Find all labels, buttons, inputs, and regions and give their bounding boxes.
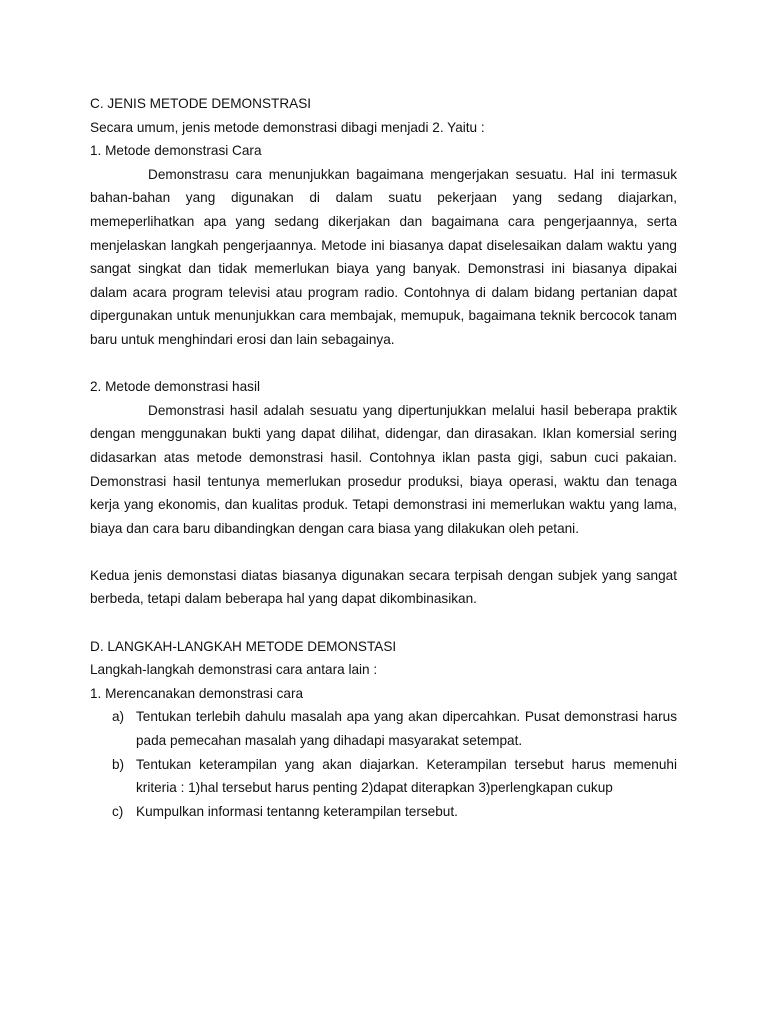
method-2-title: 2. Metode demonstrasi hasil xyxy=(90,379,261,395)
spacer xyxy=(90,611,677,635)
list-item xyxy=(90,753,677,800)
step-1-title: 1. Merencanakan demonstrasi cara xyxy=(90,685,304,701)
list-item xyxy=(90,800,677,824)
list-marker: b) xyxy=(112,756,125,772)
list-item xyxy=(90,705,677,752)
spacer xyxy=(90,352,677,376)
list-item-text: Tentukan keterampilan yang akan diajarkan. Keterampilan tersebut harus memenuhi kriteria : 1)hal tersebut harus penting 2)dapat diterapkan 3)perlengkapan cukup xyxy=(136,756,677,796)
section-c-conclusion: Kedua jenis demonstasi diatas biasanya digunakan secara terpisah dengan subjek yang sangat berbeda, tetapi dalam beberapa hal yang dapat dikombinasikan. xyxy=(90,567,677,607)
spacer xyxy=(90,540,677,564)
section-c-intro: Secara umum, jenis metode demonstrasi dibagi menjadi 2. Yaitu : xyxy=(90,119,485,135)
method-2-body: Demonstrasi hasil adalah sesuatu yang dipertunjukkan melalui hasil beberapa praktik dengan menggunakan bukti yang dapat dilihat, didengar, dan dirasakan. Iklan komersial sering didasarkan atas metode demonstrasi hasil. Contohnya iklan pasta gigi, sabun cuci pakaian. Demonstrasi hasil tentunya memerlukan prosedur produksi, biaya operasi, waktu dan tenaga kerja yang ekonomis, dan kualitas produk. Tetapi demonstrasi ini memerlukan waktu yang lama, biaya dan cara baru dibandingkan dengan cara biasa yang dilakukan oleh petani. xyxy=(90,402,677,536)
list-marker: a) xyxy=(112,709,125,725)
list-marker: c) xyxy=(112,803,124,819)
document-page xyxy=(90,92,677,823)
section-d-intro: Langkah-langkah demonstrasi cara antara lain : xyxy=(90,662,378,678)
list-item-text: Tentukan terlebih dahulu masalah apa yang akan dipercahkan. Pusat demonstrasi harus pada pemecahan masalah yang dihadapi masyarakat setempat. xyxy=(136,709,677,749)
method-1-title: 1. Metode demonstrasi Cara xyxy=(90,143,262,159)
section-d-heading: D. LANGKAH-LANGKAH METODE DEMONSTASI xyxy=(90,638,397,654)
method-1-body: Demonstrasu cara menunjukkan bagaimana mengerjakan sesuatu. Hal ini termasuk bahan-bahan yang digunakan di dalam suatu pekerjaan yang sedang diajarkan, memeperlihatkan apa yang sedang dikerjakan dan bagaimana cara pengerjaannya, serta menjelaskan langkah pengerjaannya. Metode ini biasanya dapat diselesaikan dalam waktu yang sangat singkat dan tidak memerlukan biaya yang banyak. Demonstrasi ini biasanya dipakai dalam acara program televisi atau program radio. Contohnya di dalam bidang pertanian dapat dipergunakan untuk menunjukkan cara membajak, memupuk, bagaimana teknik bercocok tanam baru untuk menghindari erosi dan lain sebagainya. xyxy=(90,166,677,347)
section-c-heading: C. JENIS METODE DEMONSTRASI xyxy=(90,96,312,111)
list-item-text: Kumpulkan informasi tentanng keterampilan tersebut. xyxy=(136,803,458,819)
